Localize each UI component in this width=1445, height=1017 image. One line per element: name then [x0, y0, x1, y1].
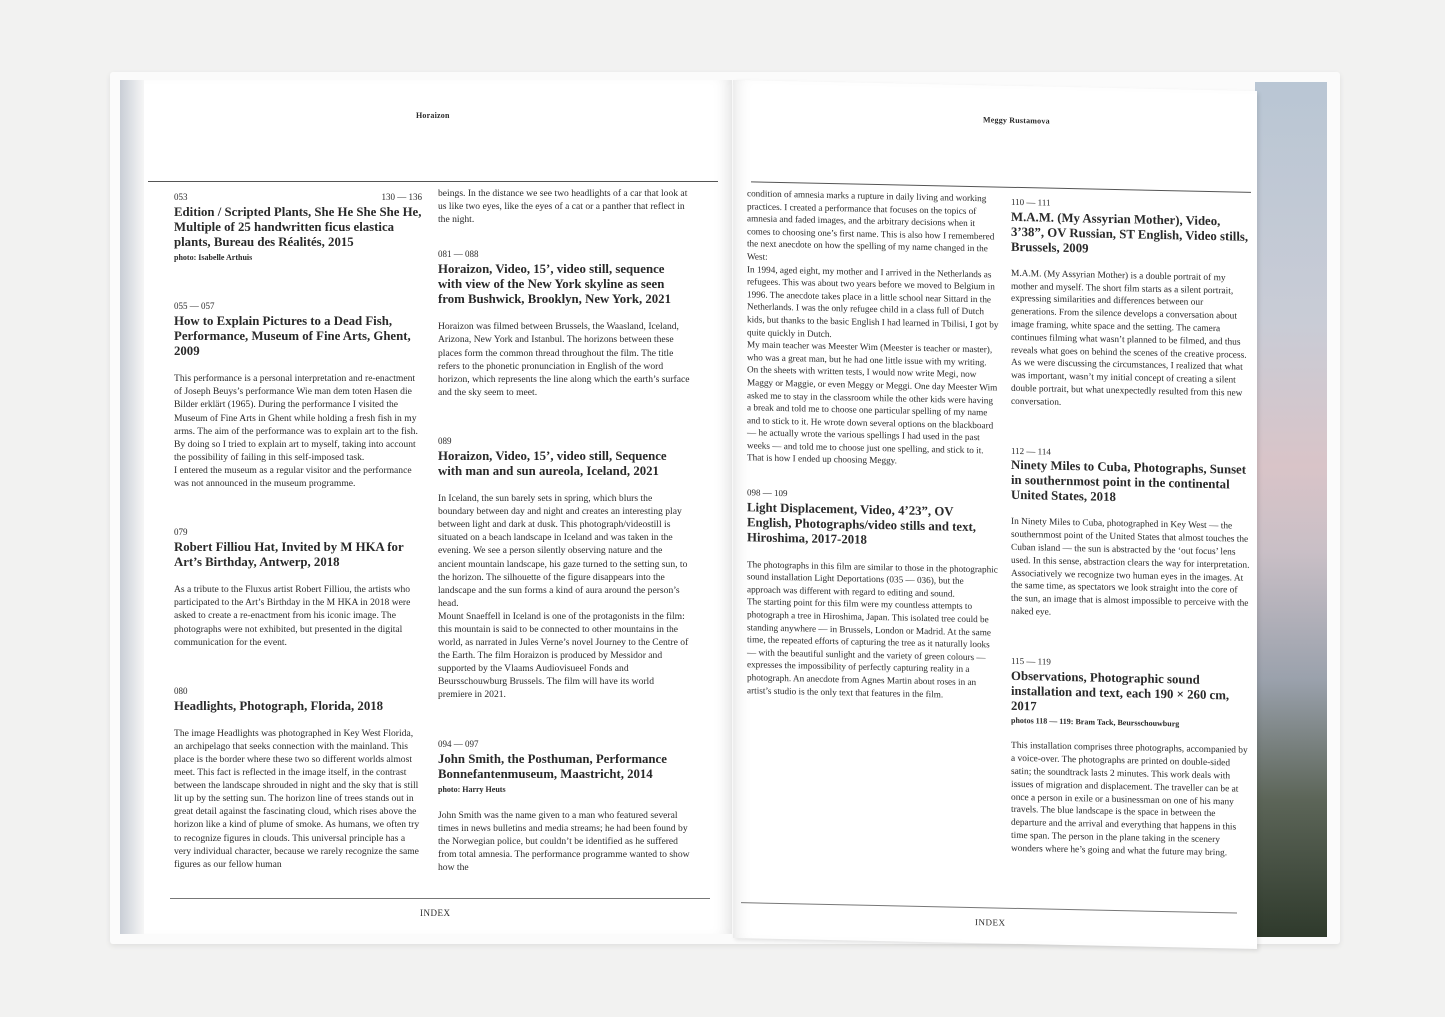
footer-right: INDEX — [975, 917, 1006, 928]
paragraph: The starting point for this film were my countless attempts to photograph a tree in Hiroshima, Japan. This isolated tree could be standing anywhere — in Brussels, London or Madrid. At the same time, the repeated efforts of capturing the tree as it naturally looks — with the beautiful sunlight and the variety of green colours — expresses the impossibility of perfectly capturing reality in a photograph. An anecdote from Agnes Martin about roses in an artist’s studio is the only text that features in the film. — [747, 596, 991, 699]
paragraph: I entered the museum as a regular visitor and the performance was not announced in the museum programme. — [174, 464, 412, 490]
entry-title: John Smith, the Posthuman, Performance Bonnefantenmuseum, Maastricht, 2014 — [438, 751, 667, 781]
entry-number: 055 — 057 — [174, 301, 215, 312]
entry-number: 079 — [174, 527, 188, 538]
left-column-1 — [174, 191, 422, 885]
entry — [174, 191, 422, 264]
entry-title: Robert Filliou Hat, Invited by M HKA for Art’s Birthday, Antwerp, 2018 — [174, 540, 404, 570]
paragraph: My main teacher was Meester Wim (Meester is teacher or master), who was a great man, but he had one little issue with my writing. On the sheets with written tests, I would now write Megi, now Maggy or Maggie, or even Meggy or Meggi. One day Meester Wim asked me to stay in the classroom while the other kids were having a break and told me to choose one particular spelling of my name and to stick to it. He wrote down several options on the blackboard — he actually wrote the various spellings I had used in the past weeks — and told me to choose just one spelling, and stick to it. That is how I ended up choosing Meggy. — [747, 339, 998, 466]
continued-paragraph: beings. In the distance we see two headlights of a car that look at us like two eyes, like the eyes of a cat or a panther that reflect in the night. — [438, 188, 688, 226]
entry-title: Light Displacement, Video, 4’23”, OV English, Photographs/video stills and text, Hiroshima, 2017-2018 — [747, 499, 976, 547]
entry-body — [747, 558, 999, 702]
entry — [1011, 444, 1251, 623]
entry — [438, 435, 690, 702]
top-rule-left — [148, 181, 718, 182]
left-column-2 — [438, 187, 690, 888]
entry — [747, 486, 999, 701]
paragraph: John Smith was the name given to a man who featured several times in news bulletins and media streams; he had been found by the Norwegian police, but couldn’t be identified as he suffered from total amnesia. The performance programme wanted to show how the — [438, 809, 690, 874]
photo-credit: photo: Harry Heuts — [438, 784, 506, 794]
paragraph: In 1994, aged eight, my mother and I arrived in the Netherlands as refugees. This was about two years before we moved to Belgium in 1996. The anecdote takes place in a little school near Sittard in the Netherlands. I was the only refugee child in a class full of Dutch kids, but thanks to the basic English I had learned in Tbilisi, I got by quite quickly in Dutch. — [747, 263, 999, 339]
paragraph: The image Headlights was photographed in Key West Florida, an archipelago that seeks connection with the mainland. This place is the border where these two so different worlds almost meet. This fact is reflected in the image itself, in the contrast between the landscape shrouded in night and the sky that is still lit up by the setting sun. The horizon line of trees stands out in great detail against the fascinating cloud, which rises above the horizon like a kind of plume of smoke. As humans, we often try to recognize figures in clouds. This universal principle has a very individual character, because we rarely recognize the same figures as our fellow human — [174, 727, 420, 870]
entry-body — [174, 583, 422, 648]
entry-title: Edition / Scripted Plants, She He She She He, Multiple of 25 handwritten ficus elastica plants, Bureau des Réalités, 2015 — [174, 205, 422, 250]
entry-number: 094 — 097 — [438, 738, 479, 749]
entry-body — [174, 372, 422, 490]
entry-number: 115 — 119 — [1011, 655, 1051, 667]
entry-body — [1011, 268, 1251, 414]
entry-number: 112 — 114 — [1011, 445, 1051, 457]
paragraph: This performance is a personal interpretation and re-enactment of Joseph Beuys’s performance Wie man dem toten Hasen die Bilder erklärt (1965). During the performance I visited the Museum of Fine Arts in Ghent while holding a fresh fish in my arms. The aim of the performance was to explain art to the fish. By doing so I tried to explain art to myself, taking into account the possibility of failing in this self-imposed task. — [174, 373, 418, 463]
paragraph: Mount Snaeffell in Iceland is one of the protagonists in the film: this mountain is said to be connected to other mountains in the world, as narrated in Jules Verne’s novel Journey to the Centre of the Earth. The film Horaizon is produced by Messidor and supported by the Vlaams Audiovisueel Fonds and Beursschouwburg Brussels. The film will have its world premiere in 2021. — [438, 610, 689, 701]
right-page — [733, 80, 1257, 949]
entry — [174, 685, 422, 871]
paragraph: In Iceland, the sun barely sets in spring, which blurs the boundary between day and night and creates an interesting play between light and dark at dusk. This photograph/videostill is situated on a beach landscape in Iceland and was taken in the evening. We see a person silently observing nature and the ancient mountain landscape, his gaze turned to the setting sun, to the horizon. The silhouette of the figure disappears into the landscape and the sun forms a kind of aura around the person’s head. — [438, 493, 688, 609]
paragraph: In Ninety Miles to Cuba, photographed in Key West — the southernmost point of the United States that almost touches the Cuban island — the sun is abstracted by the ‘out focus’ lens used. In this sense, abstraction clears the way for interpretation. Associatively we recognize two human eyes in the images. At the same time, as spectators we look straight into the core of the sun, an image that is almost impossible to perceive with the naked eye. — [1011, 517, 1250, 618]
bottom-rule-left — [170, 898, 710, 899]
entry-title: Headlights, Photograph, Florida, 2018 — [174, 698, 384, 713]
entry-number: 053 — [174, 192, 188, 202]
right-column-2 — [1011, 196, 1251, 875]
running-head-right: Meggy Rustamova — [983, 115, 1050, 126]
entry-body — [438, 492, 690, 702]
entry-title: M.A.M. (My Assyrian Mother), Video, 3’38”, OV Russian, ST English, Video stills, Brussels, 2009 — [1011, 209, 1249, 256]
entry-number: 080 — [174, 685, 188, 696]
entry-body — [174, 727, 422, 871]
paragraph: As a tribute to the Fluxus artist Robert Filliou, the artists who participated to the Art’s Birthday in the M HKA in 2018 were asked to create a re-enactment from his iconic image. The photographs were not exhibited, but presented in the digital communication for the event. — [174, 584, 411, 648]
entry — [438, 248, 690, 399]
paragraph: The photographs in this film are similar to those in the photographic sound installation Light Deportations (035 — 036), but the approach was different with regard to editing and sound. — [747, 558, 998, 599]
entry-title: Horaizon, Video, 15’, video still, sequence with view of the New York skyline as seen from Bushwick, Brooklyn, New York, 2021 — [438, 262, 671, 307]
entry-number: 110 — 111 — [1011, 196, 1051, 208]
right-column-1 — [747, 187, 999, 715]
bottom-rule-right — [741, 902, 1237, 913]
running-head-left: Horaizon — [416, 111, 450, 120]
photo-credit: photo: Isabelle Arthuis — [174, 253, 253, 263]
entry-body — [1011, 740, 1251, 860]
entry-number: 089 — [438, 435, 452, 446]
entry-number: 098 — 109 — [747, 487, 788, 499]
footer-left: INDEX — [420, 908, 451, 918]
page-range: 130 — 136 — [381, 192, 422, 202]
entry — [174, 526, 422, 649]
entry-title: Horaizon, Video, 15’, video still, Sequence with man and sun aureola, Iceland, 2021 — [438, 449, 667, 479]
entry-title: How to Explain Pictures to a Dead Fish, Performance, Museum of Fine Arts, Ghent, 2009 — [174, 314, 411, 359]
page-edge — [120, 80, 144, 934]
entry-body — [438, 320, 690, 399]
entry-title: Ninety Miles to Cuba, Photographs, Sunset in southernmost point in the continental United States, 2018 — [1011, 458, 1246, 505]
photo-credit: photos 118 — 119: Bram Tack, Beursschouwburg — [1011, 715, 1180, 728]
left-page — [120, 80, 732, 934]
paragraph: This installation comprises three photographs, accompanied by a voice-over. The photographs are printed on double-sided satin; the soundtrack lasts 2 minutes. This work deals with issues of migration and displacement. The traveller can be at once a person in exile or a businessman on one of his many travels. The blue landscape is the space in between the departure and the arrival and everything that happens in this time span. The person in the plane taking in the scenery wonders where he’s going and what the future may bring. — [1011, 741, 1248, 859]
entry — [1011, 196, 1251, 414]
entry — [1011, 655, 1251, 861]
entry-body — [1011, 516, 1251, 623]
entry-number: 081 — 088 — [438, 249, 479, 260]
entry-body — [438, 809, 690, 874]
continued-paragraph: condition of amnesia marks a rupture in daily living and working practices. I created a performance that focuses on the topics of amnesia and faded images, and the arbitrary decisions when it comes to choosing one’s first name. This is also how I remembered the next anecdote on how the spelling of my name changed in the West: — [747, 188, 995, 262]
entry — [438, 738, 690, 875]
paragraph: M.A.M. (My Assyrian Mother) is a double portrait of my mother and myself. The short film starts as a silent portrait, expressing similarities and differences between our generations. From the silence develops a conversation about image framing, white space and the setting. The camera continues filming what wasn’t planned to be filmed, and thus reveals what goes on behind the scenes of the creative process. As we were discussing the circumstances, I realized that what was important, wasn’t my initial concept of creating a silent double portrait, but what unexpectedly resulted from this new conversation. — [1011, 268, 1247, 408]
entry-title: Observations, Photographic sound installation and text, each 190 × 260 cm, 2017 — [1011, 668, 1230, 713]
entry — [174, 300, 422, 490]
photo-page-edge — [1255, 82, 1327, 937]
paragraph: Horaizon was filmed between Brussels, the Waasland, Iceland, Arizona, New York and Istanbul. The horizons between these places form the common thread throughout the film. The title refers to the phonetic pronunciation in English of the word horizon, which represents the line along which the earth’s surface and the sky seem to meet. — [438, 321, 690, 398]
